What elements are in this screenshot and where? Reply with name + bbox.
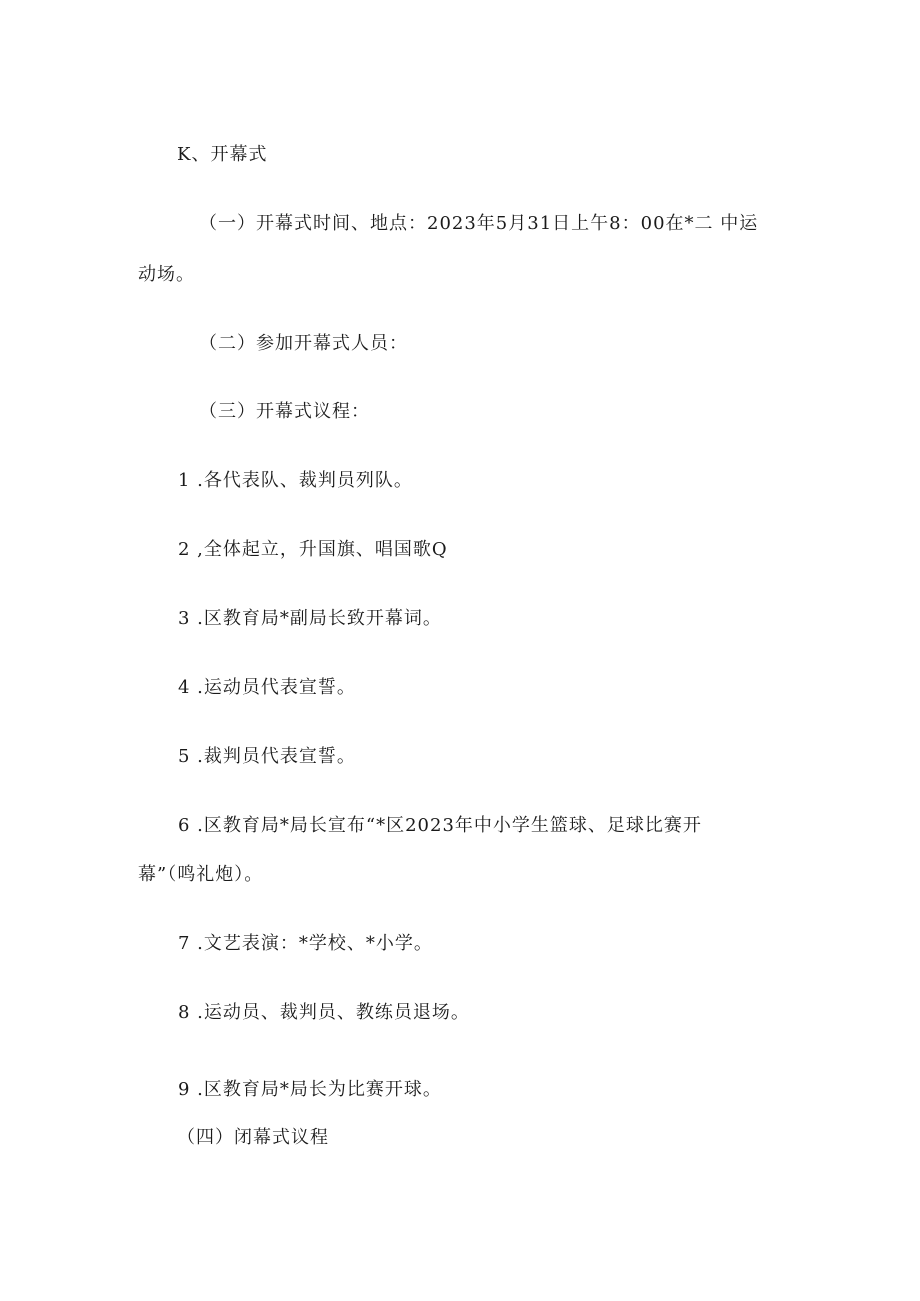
section-4: （四）闭幕式议程: [177, 1127, 329, 1148]
agenda-item-9: 9 .区教育局*局长为比赛开球。: [178, 1079, 442, 1100]
section-2: （二）参加开幕式人员：: [199, 333, 408, 354]
agenda-item-1: 1 .各代表队、裁判员列队。: [178, 470, 413, 491]
agenda-item-7: 7 .文艺表演：*学校、*小学。: [178, 933, 433, 954]
section-1-line-1: （一）开幕式时间、地点：2023年5月31日上午8：00在*二 中运: [199, 213, 759, 234]
agenda-item-4: 4 .运动员代表宣誓。: [178, 677, 356, 698]
agenda-item-6: 6 .区教育局*局长宣布“*区2023年中小学生篮球、足球比赛开: [178, 815, 702, 836]
agenda-item-2: 2 ,全体起立，升国旗、唱国歌Q: [178, 539, 448, 560]
agenda-item-3: 3 .区教育局*副局长致开幕词。: [178, 608, 442, 629]
section-3: （三）开幕式议程：: [199, 401, 370, 422]
heading: K、开幕式: [177, 144, 268, 165]
agenda-item-5: 5 .裁判员代表宣誓。: [178, 746, 356, 767]
section-1-line-2: 动场。: [138, 264, 195, 285]
agenda-item-6-continued: 幕”（鸣礼炮）。: [138, 864, 264, 885]
agenda-item-8: 8 .运动员、裁判员、教练员退场。: [178, 1002, 470, 1023]
